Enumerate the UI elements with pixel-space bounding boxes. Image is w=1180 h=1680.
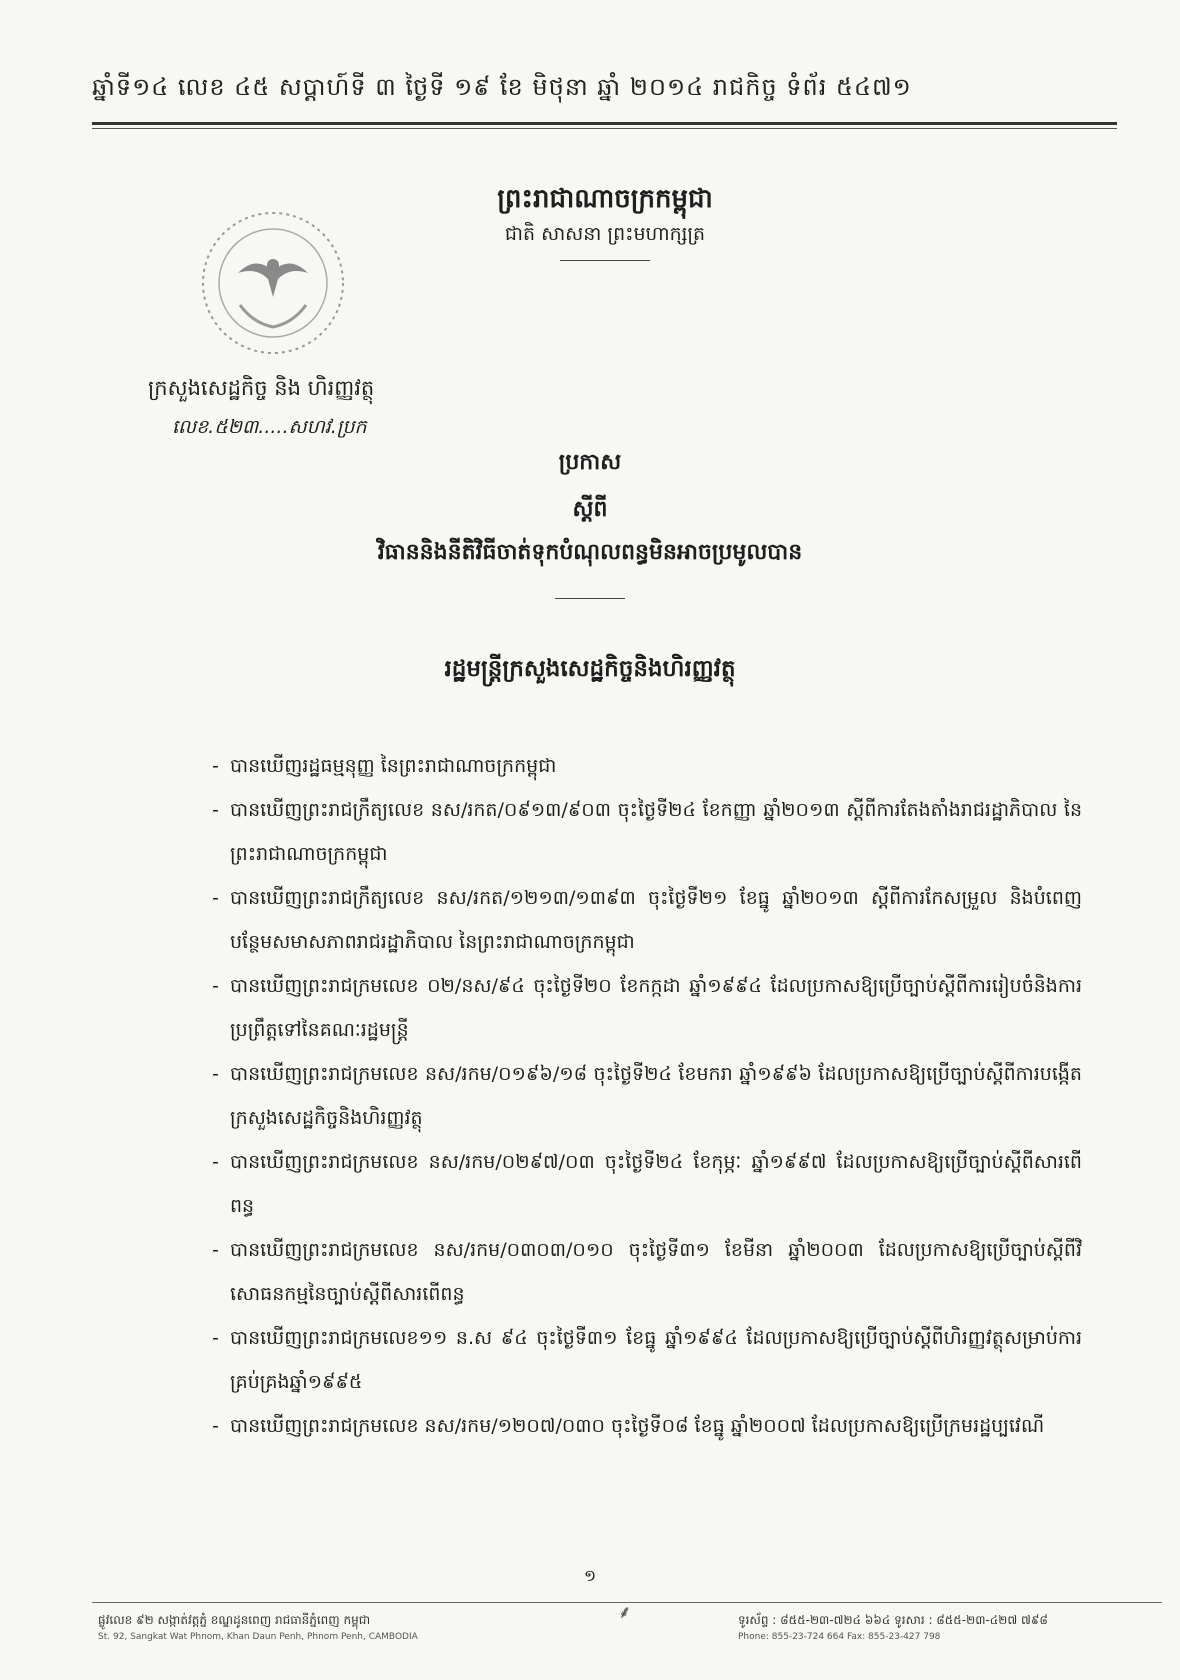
visa-item: - បានឃើញព្រះរាជក្រឹត្យលេខ នស/រកត/០៩១៣/៩០៣ ចុះថ្ងៃទី២៤ ខែកញ្ញា ឆ្នាំ២០១៣ ស្ដីពីការតែងតាំងរាជរដ្ឋាភិបាល នៃព្រះរាជាណាចក្រកម្ពុជា <box>212 788 1082 876</box>
visa-item: - បានឃើញព្រះរាជក្រមលេខ នស/រកម/០២៩៧/០៣ ចុះថ្ងៃទី២៤ ខែកុម្ភៈ ឆ្នាំ១៩៩៧ ដែលប្រកាសឱ្យប្រើច្បាប់ស្ដីពីសារពើពន្ធ <box>212 1140 1082 1228</box>
footer-address-km: ផ្លូវលេខ ៩២ សង្កាត់វត្តភ្នំ ខណ្ឌដូនពេញ រាជធានីភ្នំពេញ កម្ពុជា <box>98 1613 371 1627</box>
document-subject: វិធាននិងនីតិវិធីចាត់ទុកបំណុលពន្ធមិនអាចប្រមូលបាន <box>377 540 803 565</box>
visa-item: - បានឃើញរដ្ឋធម្មនុញ្ញ នៃព្រះរាជាណាចក្រកម្ពុជា <box>212 744 1082 788</box>
visa-item: - បានឃើញព្រះរាជក្រមលេខ ០២/នស/៩៤ ចុះថ្ងៃទី២០ ខែកក្កដា ឆ្នាំ១៩៩៤ ដែលប្រកាសឱ្យប្រើច្បាប់ស្ដីពីការរៀបចំនិងការប្រព្រឹត្តទៅនៃគណៈរដ្ឋមន្ត្រី <box>212 964 1082 1052</box>
kingdom-title: ព្រះរាជាណាចក្រកម្ពុជា <box>497 184 713 214</box>
footer-address <box>98 1612 418 1646</box>
visa-item: - បានឃើញព្រះរាជក្រមលេខ នស/រកម/១២០៧/០៣០ ចុះថ្ងៃទី០៨ ខែធ្នូ ឆ្នាំ២០០៧ ដែលប្រកាសឱ្យប្រើក្រមរដ្ឋប្បវេណី <box>212 1404 1082 1448</box>
footer-address-en: St. 92, Sangkat Wat Phnom, Khan Daun Penh, Phnom Penh, CAMBODIA <box>98 1632 418 1642</box>
header-rule <box>92 122 1117 125</box>
footer-contact-km: ទូរស័ព្ទ : ៨៥៥-២៣-៧២៤ ៦៦៤ ទូរសារ : ៨៥៥-២៣-៤២៧ ៧៩៨ <box>738 1613 1048 1627</box>
ministry-seal-icon <box>178 205 368 360</box>
visa-item: - បានឃើញព្រះរាជក្រមលេខ នស/រកម/០១៩៦/១៨ ចុះថ្ងៃទី២៤ ខែមករា ឆ្នាំ១៩៩៦ ដែលប្រកាសឱ្យប្រើច្បាប់ស្ដីពីការបង្កើតក្រសួងសេដ្ឋកិច្ចនិងហិរញ្ញវត្ថុ <box>212 1052 1082 1140</box>
gazette-header: ឆ្នាំទី១៤ លេខ ៤៥ សប្ដាហ៍ទី ៣ ថ្ងៃទី ១៩ ខែ មិថុនា ឆ្នាំ ២០១៤ រាជកិច្ច ទំព័រ ៥៤៧១ <box>92 73 912 101</box>
national-motto: ជាតិ សាសនា ព្រះមហាក្សត្រ <box>504 223 706 245</box>
footer-contact-en: Phone: 855-23-724 664 Fax: 855-23-427 798 <box>738 1632 941 1642</box>
page-number: ១ <box>583 1566 597 1585</box>
motto-ornament <box>560 260 650 261</box>
footer-mark-icon: ⸙ <box>618 1602 632 1623</box>
header-rule-thin <box>92 128 1117 129</box>
about-label: ស្ដីពី <box>572 497 608 522</box>
footer-contact <box>738 1612 1048 1646</box>
issuing-minister: រដ្ឋមន្ត្រីក្រសួងសេដ្ឋកិច្ចនិងហិរញ្ញវត្ថុ <box>444 656 736 682</box>
subject-ornament <box>555 598 625 599</box>
reference-number: លេខ.៥២៣.....សហវ.ប្រក <box>172 416 367 438</box>
visa-item: - បានឃើញព្រះរាជក្រមលេខ នស/រកម/០៣០៣/០១០ ចុះថ្ងៃទី៣១ ខែមីនា ឆ្នាំ២០០៣ ដែលប្រកាសឱ្យប្រើច្បាប់ស្ដីពីវិសោធនកម្មនៃច្បាប់ស្ដីពីសារពើពន្ធ <box>212 1228 1082 1316</box>
visa-item: - បានឃើញព្រះរាជក្រឹត្យលេខ នស/រកត/១២១៣/១៣៩៣ ចុះថ្ងៃទី២១ ខែធ្នូ ឆ្នាំ២០១៣ ស្ដីពីការកែសម្រួល និងបំពេញបន្ថែមសមាសភាពរាជរដ្ឋាភិបាល នៃព្រះរាជាណាចក្រកម្ពុជា <box>212 876 1082 964</box>
document-type: ប្រកាស <box>558 450 622 475</box>
visa-list <box>212 744 1082 1448</box>
visa-item: - បានឃើញព្រះរាជក្រមលេខ១១ ន.ស ៩៤ ចុះថ្ងៃទី៣១ ខែធ្នូ ឆ្នាំ១៩៩៤ ដែលប្រកាសឱ្យប្រើច្បាប់ស្ដីពីហិរញ្ញវត្ថុសម្រាប់ការគ្រប់គ្រងឆ្នាំ១៩៩៥ <box>212 1316 1082 1404</box>
ministry-name: ក្រសួងសេដ្ឋកិច្ច និង ហិរញ្ញវត្ថុ <box>148 376 375 400</box>
